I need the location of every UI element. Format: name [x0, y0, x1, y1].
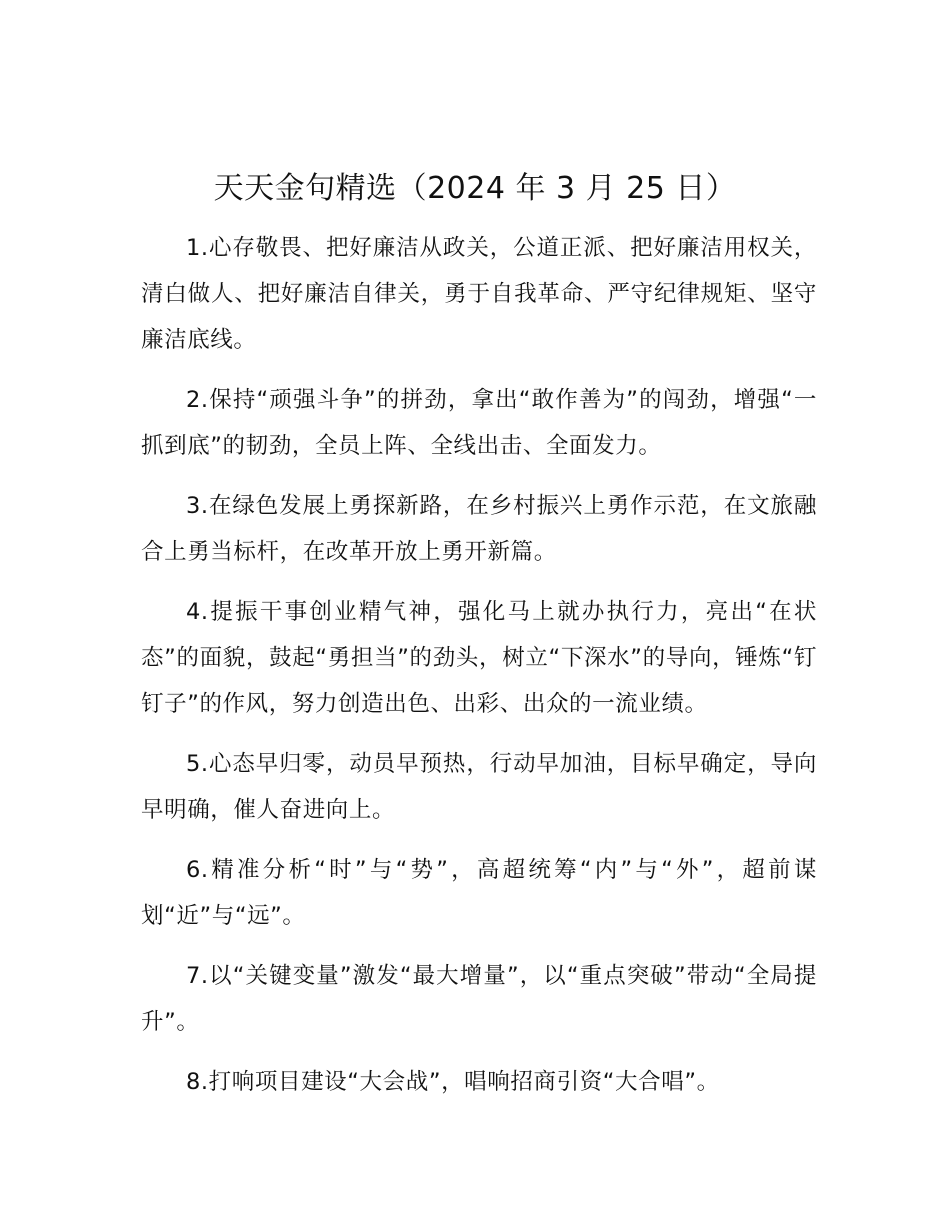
document-body — [141, 225, 817, 1119]
paragraph-6: 6.精准分析“时”与“势”，高超统筹“内”与“外”，超前谋划“近”与“远”。 — [141, 857, 817, 929]
paragraph-7: 7.以“关键变量”激发“最大增量”，以“重点突破”带动“全局提升”。 — [141, 963, 817, 1035]
paragraph-1: 1.心存敬畏、把好廉洁从政关，公道正派、把好廉洁用权关，清白做人、把好廉洁自律关，勇于自我革命、严守纪律规矩、坚守廉洁底线。 — [141, 235, 817, 353]
paragraph-3: 3.在绿色发展上勇探新路，在乡村振兴上勇作示范，在文旅融合上勇当标杆，在改革开放上勇开新篇。 — [141, 493, 817, 565]
document-title: 天天金句精选（2024 年 3 月 25 日） — [213, 171, 737, 206]
paragraph-5: 5.心态早归零，动员早预热，行动早加油，目标早确定，导向早明确，催人奋进向上。 — [141, 751, 817, 823]
paragraph-2: 2.保持“顽强斗争”的拼劲，拿出“敢作善为”的闯劲，增强“一抓到底”的韧劲，全员上阵、全线出击、全面发力。 — [141, 387, 817, 459]
paragraph-8: 8.打响项目建设“大会战”，唱响招商引资“大合唱”。 — [186, 1069, 720, 1095]
paragraph-4: 4.提振干事创业精气神，强化马上就办执行力，亮出“在状态”的面貌，鼓起“勇担当”的劲头，树立“下深水”的导向，锤炼“钉钉子”的作风，努力创造出色、出彩、出众的一流业绩。 — [141, 599, 817, 717]
